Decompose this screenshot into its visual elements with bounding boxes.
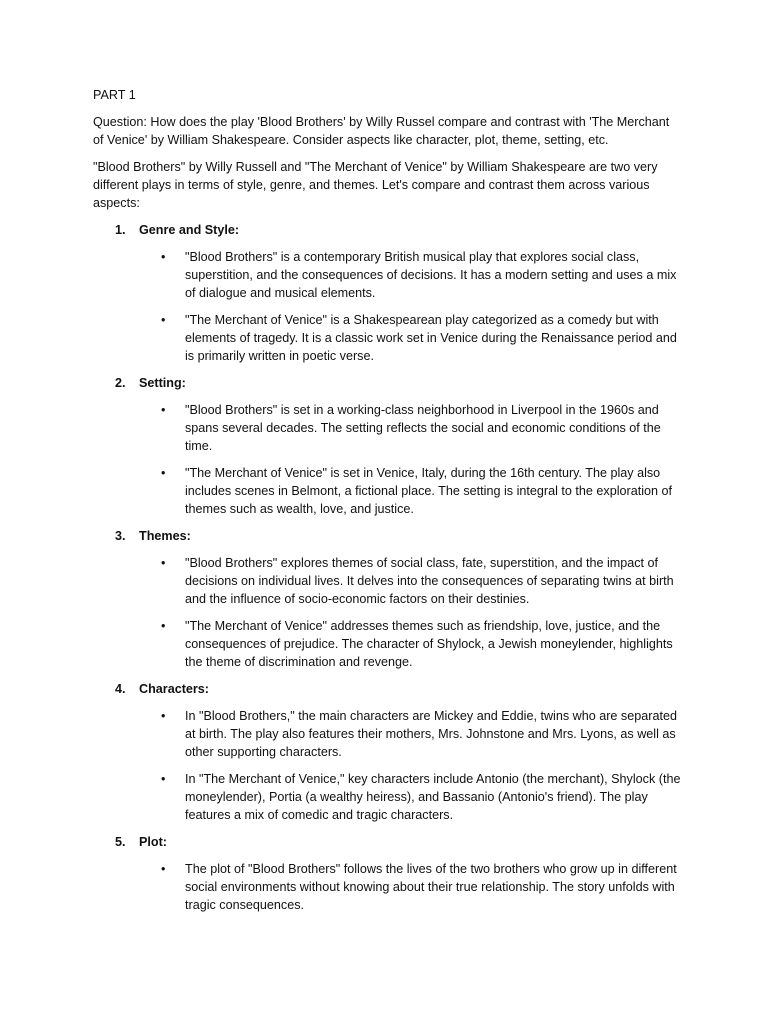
bullet-list — [93, 860, 683, 914]
bullet-item — [93, 860, 683, 914]
bullet-text: "Blood Brothers" is a contemporary British musical play that explores social class, superstition, and the consequences of decisions. It has a modern setting and uses a mix of dialogue and musical elements. — [185, 250, 677, 300]
bullet-text: "The Merchant of Venice" addresses themes such as friendship, love, justice, and the consequences of prejudice. The character of Shylock, a Jewish moneylender, highlights the theme of discrimination and revenge. — [185, 619, 673, 669]
section-number: 1. — [115, 223, 126, 237]
bullet-text: "Blood Brothers" is set in a working-class neighborhood in Liverpool in the 1960s and spans several decades. The setting reflects the social and economic conditions of the time. — [185, 403, 661, 453]
section-item — [93, 680, 683, 824]
section-number: 5. — [115, 835, 126, 849]
section-item — [93, 374, 683, 518]
section-item — [93, 833, 683, 914]
section-item — [93, 527, 683, 671]
document-body — [93, 86, 683, 923]
section-title: Characters: — [139, 682, 209, 696]
section-title: Setting: — [139, 376, 186, 390]
bullet-text: "Blood Brothers" explores themes of social class, fate, superstition, and the impact of decisions on individual lives. It delves into the consequences of separating twins at birth and the influence of socio-economic factors on their destinies. — [185, 556, 674, 606]
section-number: 3. — [115, 529, 126, 543]
intro-paragraph: "Blood Brothers" by Willy Russell and "The Merchant of Venice" by William Shakespeare are two very different plays in terms of style, genre, and themes. Let's compare and contrast them across various aspects: — [93, 160, 658, 210]
bullet-icon: • — [161, 619, 166, 633]
section-heading — [93, 680, 683, 698]
bullet-icon: • — [161, 403, 166, 417]
section-title: Genre and Style: — [139, 223, 240, 237]
section-heading — [93, 833, 683, 851]
bullet-icon: • — [161, 250, 166, 264]
bullet-item — [93, 617, 683, 671]
section-number: 4. — [115, 682, 126, 696]
bullet-icon: • — [161, 313, 166, 327]
bullet-text: In "Blood Brothers," the main characters are Mickey and Eddie, twins who are separated at birth. The play also features their mothers, Mrs. Johnstone and Mrs. Lyons, as well as other supporting characters. — [185, 709, 677, 759]
bullet-list — [93, 554, 683, 671]
bullet-icon: • — [161, 556, 166, 570]
bullet-text: The plot of "Blood Brothers" follows the lives of the two brothers who grow up in different social environments without knowing about their true relationship. The story unfolds with tragic consequences. — [185, 862, 677, 912]
bullet-list — [93, 401, 683, 518]
bullet-text: In "The Merchant of Venice," key characters include Antonio (the merchant), Shylock (the moneylender), Portia (a wealthy heiress), and Bassanio (Antonio's friend). The play features a mix of comedic and tragic characters. — [185, 772, 681, 822]
section-number: 2. — [115, 376, 126, 390]
bullet-icon: • — [161, 466, 166, 480]
sections-list — [93, 221, 683, 914]
bullet-item — [93, 707, 683, 761]
bullet-item — [93, 770, 683, 824]
part-label: PART 1 — [93, 88, 136, 102]
question-paragraph: Question: How does the play 'Blood Brothers' by Willy Russel compare and contrast with 'The Merchant of Venice' by William Shakespeare. Consider aspects like character, plot, theme, setting, etc. — [93, 115, 670, 147]
bullet-list — [93, 707, 683, 824]
bullet-list — [93, 248, 683, 365]
bullet-icon: • — [161, 772, 166, 786]
section-heading — [93, 374, 683, 392]
bullet-item — [93, 401, 683, 455]
bullet-item — [93, 248, 683, 302]
section-heading — [93, 221, 683, 239]
bullet-item — [93, 311, 683, 365]
section-item — [93, 221, 683, 365]
section-heading — [93, 527, 683, 545]
section-title: Themes: — [139, 529, 191, 543]
bullet-item — [93, 554, 683, 608]
bullet-item — [93, 464, 683, 518]
bullet-text: "The Merchant of Venice" is set in Venice, Italy, during the 16th century. The play also includes scenes in Belmont, a fictional place. The setting is integral to the exploration of themes such as wealth, love, and justice. — [185, 466, 673, 516]
bullet-icon: • — [161, 709, 166, 723]
section-title: Plot: — [139, 835, 167, 849]
bullet-text: "The Merchant of Venice" is a Shakespearean play categorized as a comedy but with elements of tragedy. It is a classic work set in Venice during the Renaissance period and is primarily written in poetic verse. — [185, 313, 677, 363]
bullet-icon: • — [161, 862, 166, 876]
